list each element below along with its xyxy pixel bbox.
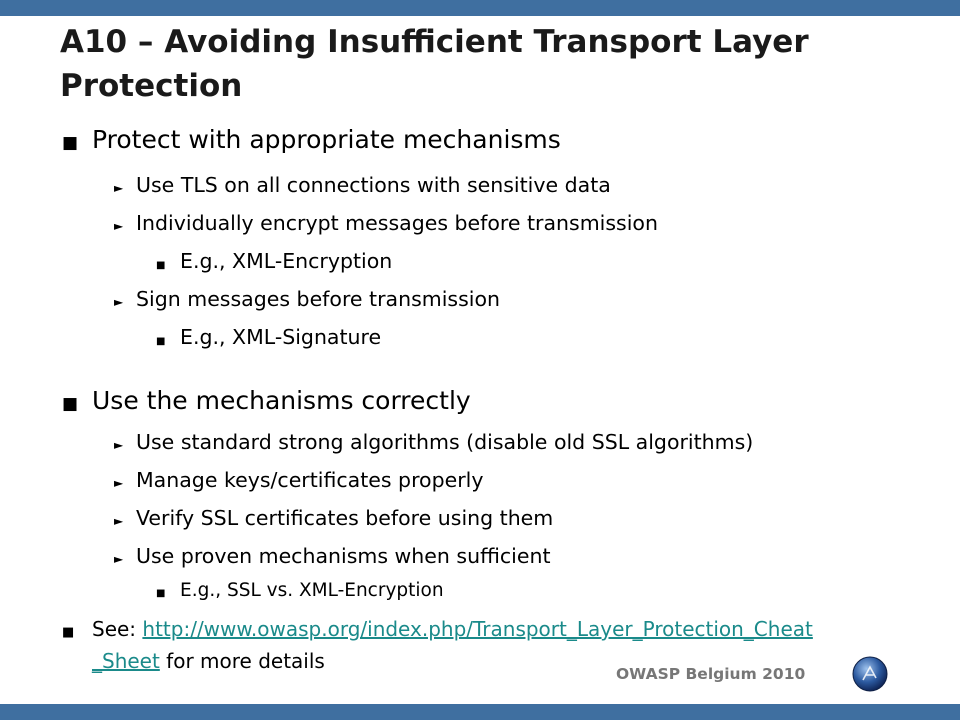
bullet-level2	[114, 173, 611, 197]
see-prefix: See:	[92, 617, 143, 641]
bullet-text: Use proven mechanisms when sufficient	[136, 544, 551, 568]
bullet-text: Use standard strong algorithms (disable old SSL algorithms)	[136, 430, 754, 454]
bullet-text: E.g., XML-Signature	[180, 325, 382, 349]
bullet-text: Use the mechanisms correctly	[92, 386, 471, 415]
cheat-sheet-link-continued[interactable]: _Sheet	[92, 649, 160, 673]
bullet-level3	[156, 249, 392, 273]
bullet-level3	[156, 580, 444, 601]
arrow-bullet-icon: ►	[114, 295, 124, 309]
square-bullet-icon: ■	[62, 133, 79, 153]
small-square-bullet-icon: ■	[156, 588, 166, 599]
arrow-bullet-icon: ►	[114, 181, 124, 195]
bullet-text: E.g., XML-Encryption	[180, 249, 393, 273]
square-bullet-icon: ■	[62, 394, 79, 414]
arrow-bullet-icon: ►	[114, 219, 124, 233]
bullet-text: Manage keys/certificates properly	[136, 468, 484, 492]
top-bar	[0, 0, 960, 16]
bullet-text: Individually encrypt messages before transmission	[136, 211, 658, 235]
owasp-globe-logo-icon	[852, 656, 888, 692]
bullet-level3	[156, 325, 381, 349]
arrow-bullet-icon: ►	[114, 438, 124, 452]
bullet-level2	[114, 544, 551, 568]
bullet-level2	[114, 506, 553, 530]
bullet-text: E.g., SSL vs. XML-Encryption	[180, 580, 444, 601]
bullet-level1	[62, 386, 471, 415]
slide-title: A10 – Avoiding Insufficient Transport Layer Protection	[60, 24, 809, 104]
bullet-level1	[62, 125, 561, 154]
arrow-bullet-icon: ►	[114, 552, 124, 566]
small-square-bullet-icon: ■	[156, 260, 166, 271]
bullet-text: Use TLS on all connections with sensitive data	[136, 173, 611, 197]
bullet-level2	[114, 287, 500, 311]
arrow-bullet-icon: ►	[114, 514, 124, 528]
square-bullet-icon: ■	[62, 625, 75, 640]
bullet-text: Verify SSL certificates before using them	[136, 506, 554, 530]
arrow-bullet-icon: ►	[114, 476, 124, 490]
bottom-bar	[0, 704, 960, 720]
footer-event-label: OWASP Belgium 2010	[616, 665, 806, 683]
bullet-level2	[114, 430, 753, 454]
bullet-text: Protect with appropriate mechanisms	[92, 125, 561, 154]
cheat-sheet-link[interactable]: http://www.owasp.org/index.php/Transport_Layer_Protection_Cheat	[142, 617, 813, 641]
small-square-bullet-icon: ■	[156, 336, 166, 347]
bullet-level2	[114, 211, 658, 235]
bullet-text: Sign messages before transmission	[136, 287, 501, 311]
bullet-level2	[114, 468, 483, 492]
see-suffix: for more details	[159, 649, 325, 673]
